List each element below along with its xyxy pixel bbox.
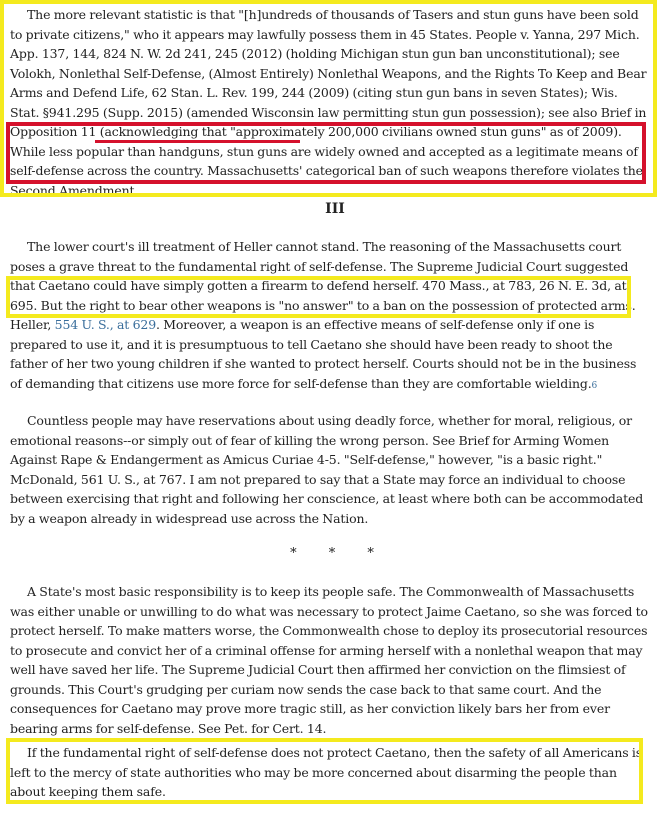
highlight-box-conclusion [6, 738, 643, 804]
highlight-box-caetano-firearm [6, 276, 631, 318]
paragraph-1-text-b: " as of 2009). While less popular than handguns, stun guns are widely owned and accepted as a legitimate means of self-defense across the country. Massachusetts' categorical ban of such weapons therefore violates the Second Amendment. [10, 124, 643, 198]
paragraph-2-text-b: . Moreover, a weapon is an effective means of self-defense only if one is prepared to use it, and it is presumptuous to tell Caetano she should have been ready to shoot the father of her two young children if she wanted to protect herself. Courts should not be in the business of demanding that citizens use more force for self-defense than they are comfortable wielding. [10, 317, 637, 391]
paragraph-2-text-a: The lower court's ill treatment of Heller cannot stand. The reasoning of the Massachusetts court poses a grave threat to the fundamental right of self-defense. The Supreme Judicial Court suggested that Caetano could have simply gotten a firearm to defend herself. 470 Mass., at 783, 26 N. E. 3d, at 695. But the right to bear other weapons is "no answer" to a ban on the possession of protected arms. Heller, [10, 239, 636, 332]
underlined-phrase: 200,000 civilians owned stun guns [327, 124, 541, 139]
paragraph-4: A State's most basic responsibility is to keep its people safe. The Commonwealth of Massachusetts was either unable or unwilling to do what was necessary to protect Jaime Caetano, so she was forced to protect herself. To make matters worse, the Commonwealth chose to deploy its prosecutorial resources to prosecute and convict her of a criminal offense for arming herself with a nonlethal weapon that may well have saved her life. The Supreme Judicial Court then affirmed her conviction on the flimsiest of grounds. This Court's grudging per curiam now sends the case back to that same court. And the consequences for Caetano may prove more tragic still, as her conviction likely bars her from ever bearing arms for self-defense. See Pet. for Cert. 14. [10, 584, 648, 736]
highlight-box-red-conclusion [6, 122, 646, 184]
section-separator: * * * [290, 546, 380, 561]
paragraph-1-text-a: The more relevant statistic is that "[h]undreds of thousands of Tasers and stun guns have been sold to private citizens," who it appears may lawfully possess them in 45 States. People v. Yanna, 297 Mich. App. 137, 144, 824 N. W. 2d 241, 245 (2012) (holding Michigan stun gun ban unconstitutional); see Volokh, Nonlethal Self-Defense, (Almost Entirely) Nonlethal Weapons, and the Rights To Keep and Bear Arms and Defend Life, 62 Stan. L. Rev. 199, 244 (2009) (citing stun gun bans in seven States); Wis. Stat. §941.295 (Supp. 2015) (amended Wisconsin law permitting stun gun possession); see also Brief in Opposition 11 (acknowledging that "approximately [10, 7, 647, 139]
citation-link[interactable]: 554 U. S., at 629 [54, 317, 157, 332]
footnote-link[interactable]: 6 [591, 380, 598, 391]
underline-stun-guns-statistic [95, 140, 300, 143]
section-heading: III [325, 201, 345, 217]
paragraph-3: Countless people may have reservations about using deadly force, whether for moral, religious, or emotional reasons--or simply out of fear of killing the wrong person. See Brief for Arming Women Against Rape & Endangerment as Amicus Curiae 4-5. "Self-defense," however, "is a basic right." McDonald, 561 U. S., at 767. I am not prepared to say that a State may force an individual to choose between exercising that right and following her conscience, at least where both can be accommodated by a weapon already in widespread use across the Nation. [10, 413, 644, 526]
paragraph-5: If the fundamental right of self-defense does not protect Caetano, then the safety of all Americans is left to the mercy of state authorities who may be more concerned about disarming the people than about keeping them safe. [10, 745, 643, 799]
